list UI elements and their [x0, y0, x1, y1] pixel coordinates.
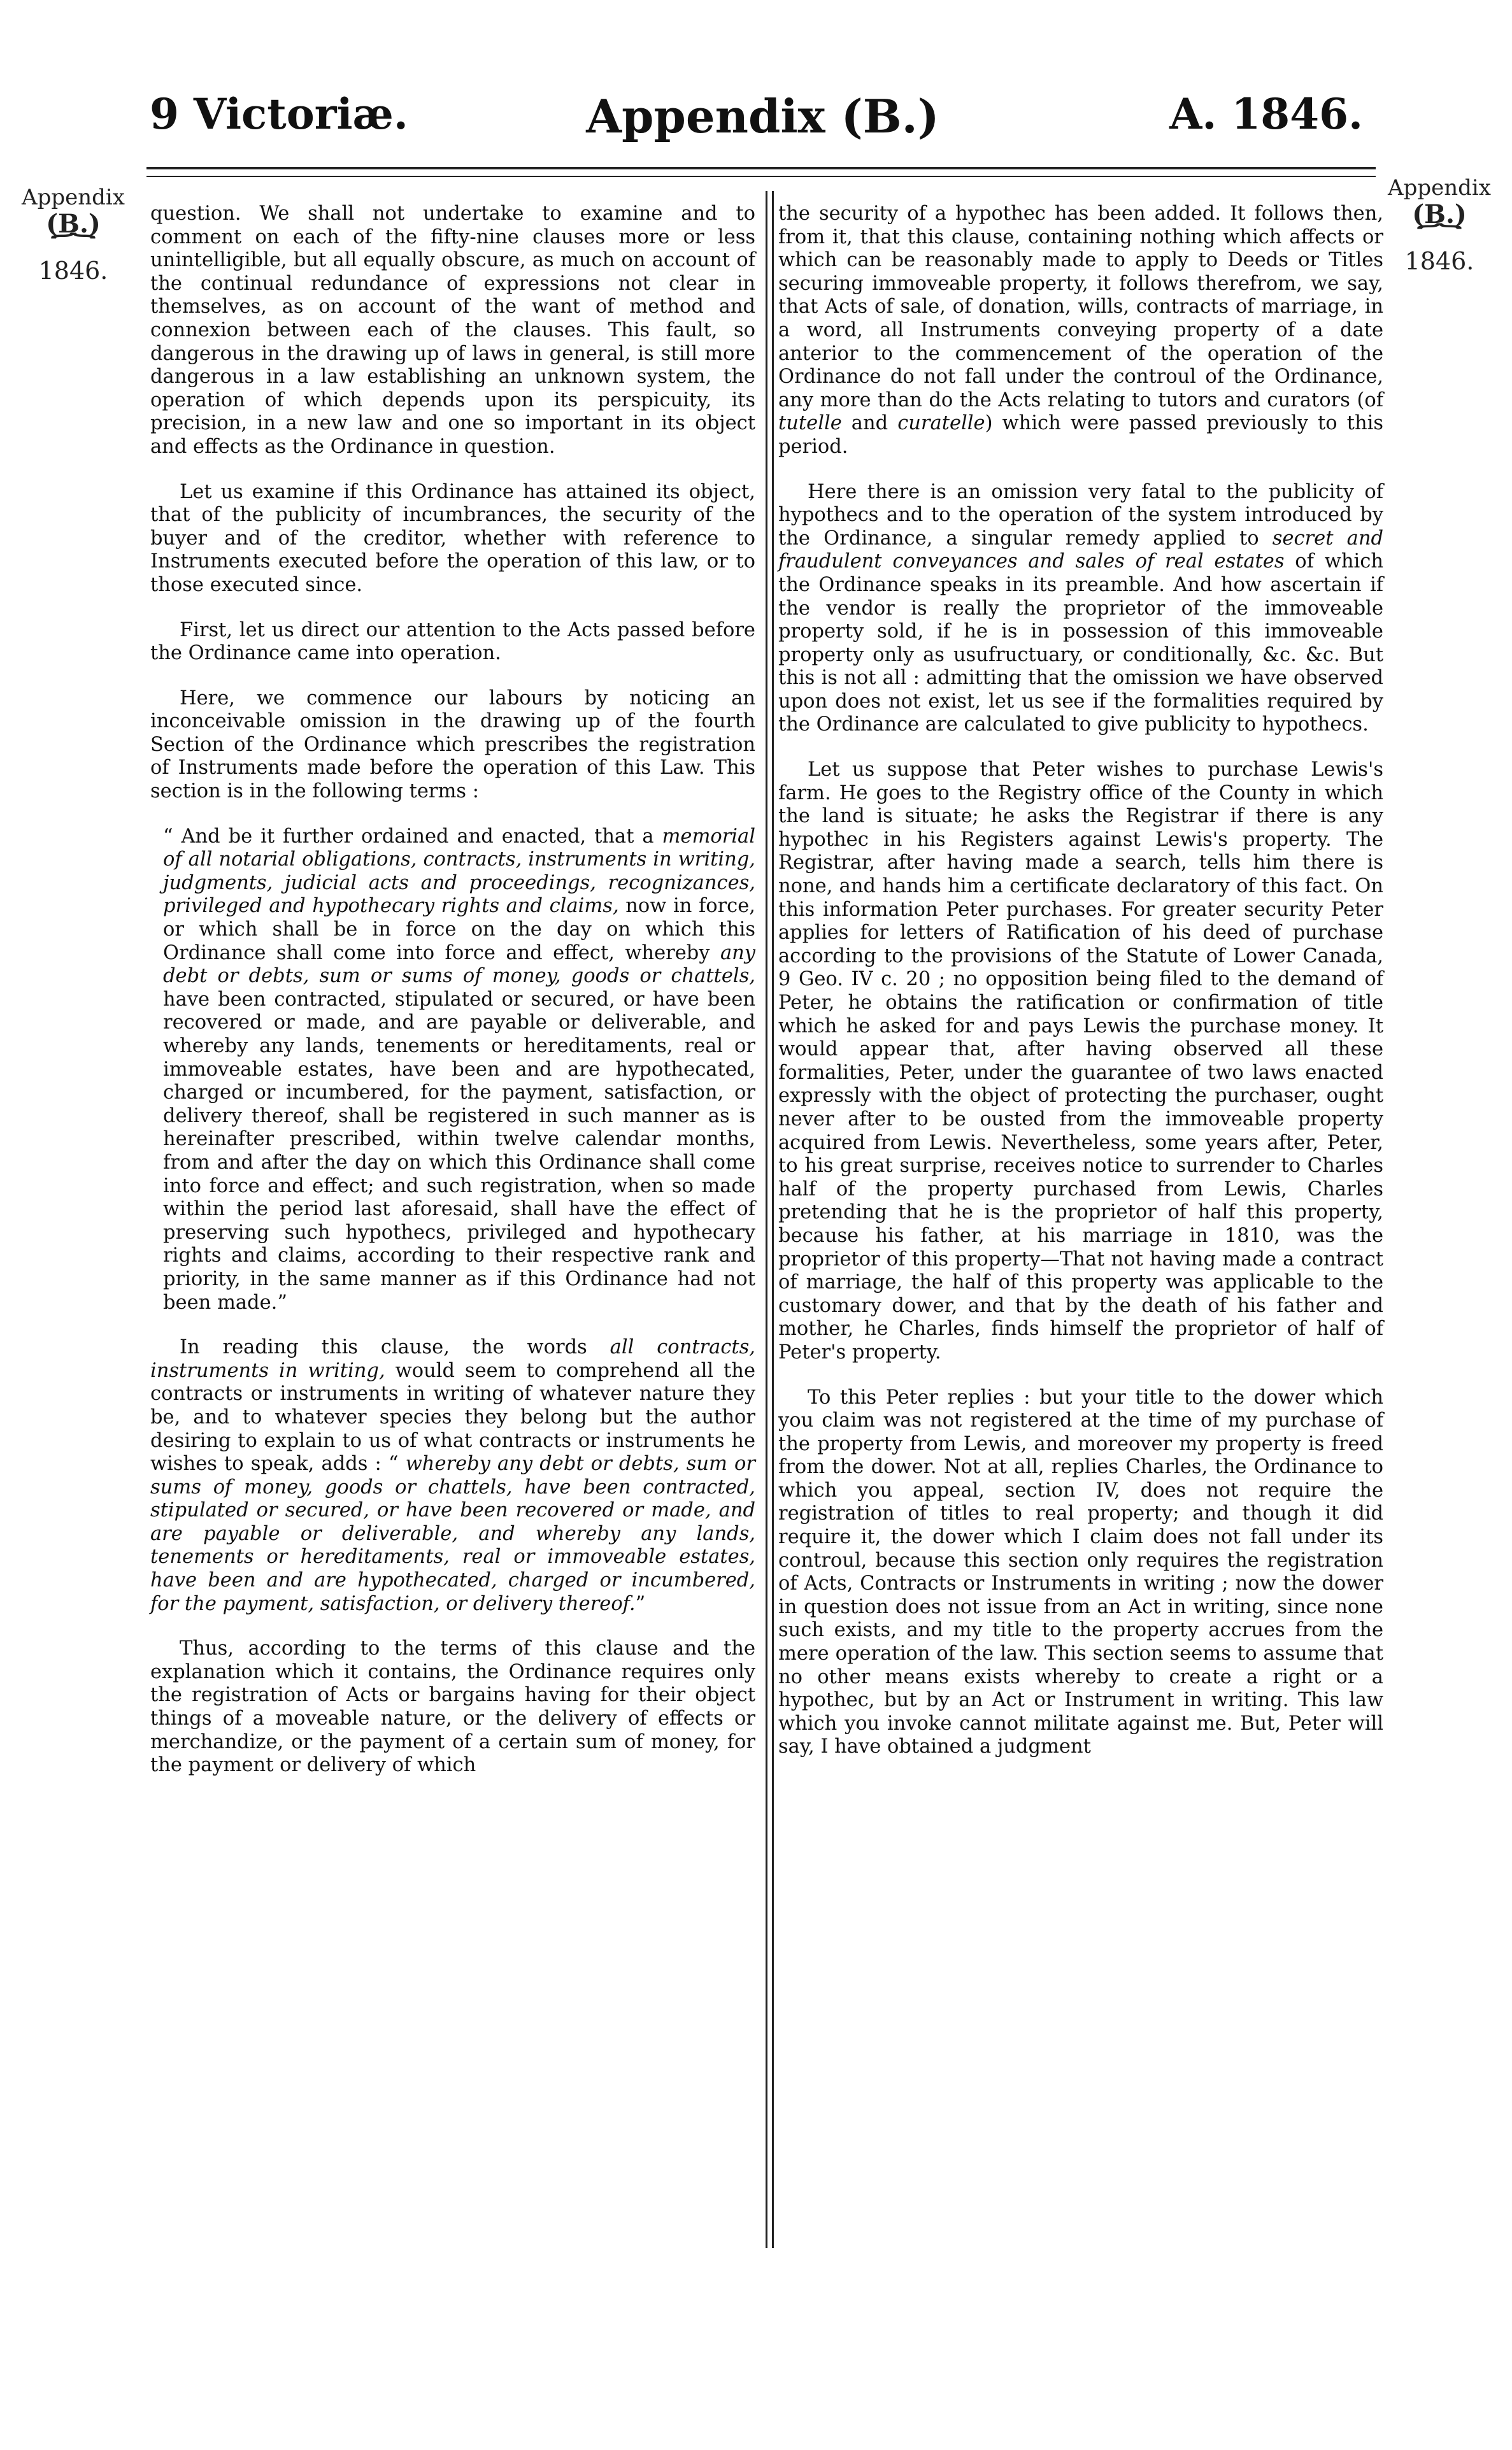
- quote-text: now in force, or which shall be in force on the day on which this Ordinance shall come into force and effect, whereby: [163, 895, 755, 964]
- text-run: would seem to comprehend all the contracts or instruments in writing of whatever nature they be, and to whatever species they belong but the author desiring to explain to us of what contracts or instruments he wishes to speak, adds : “: [150, 1359, 755, 1476]
- text-run-italic: whereby any debt or debts, sum or sums of money, goods or chattels, have been contracted, stipulated or secured, or have been recovered or made, and are payable or deliverable, and whereby any lands, tenements or hereditaments, real or immoveable estates, have been and are hypothecated, charged or incumbered, for the payment, satisfaction, or delivery thereof.: [150, 1453, 755, 1615]
- margin-note-year: 1846.: [38, 257, 108, 285]
- margin-note-brace: ⏞: [1416, 224, 1462, 253]
- text-run: ) which were passed previously to this period.: [778, 412, 1383, 458]
- header-appendix-title: Appendix (B.): [586, 89, 939, 143]
- header-year: A. 1846.: [1169, 89, 1363, 139]
- left-column: [150, 203, 755, 1777]
- header-rule-thin: [146, 176, 1376, 177]
- right-column: [778, 203, 1383, 1759]
- paragraph: question. We shall not undertake to examine and to comment on each of the fifty-nine clauses more or less unintelligible, but all equally obscure, as much on account of the continual redundance of expressions not clear in themselves, as on account of the want of method and connexion between each of the clauses. This fault, so dangerous in the drawing up of laws in general, is still more dangerous in a law establishing an unknown system, the operation of which depends upon its perspicuity, its precision, in a new law and one so important in its object and effects as the Ordinance in question.: [150, 203, 755, 458]
- text-run-italic: secret and fraudulent conveyances and sales of real estates: [778, 527, 1384, 573]
- quote-text: have been contracted, stipulated or secured, or have been recovered or made, and are payable or deliverable, and whereby any lands, tenements or hereditaments, real or immoveable estates, have been and are hypothecated, charged or incumbered, for the payment, satisfaction, or delivery thereof, shall be registered in such manner as is hereinafter prescribed, within twelve calendar months, from and after the day on which this Ordinance shall come into force and effect; and such registration, when so made within the period last aforesaid, shall have the effect of preserving such hypothecs, privileged and hypothecary rights and claims, according to their respective rank and priority, in the same manner as if this Ordinance had not been made.”: [163, 988, 755, 1314]
- quote-italic: any debt or debts, sum or sums of money, goods or chattels,: [163, 941, 755, 988]
- margin-note-right: [1376, 175, 1503, 274]
- paragraph: Let us suppose that Peter wishes to purchase Lewis's farm. He goes to the Registry office of the County in which the land is situate; he asks the Registrar if there is any hypothec in his Registers against Lewis's property. The Registrar, after having made a search, tells him there is none, and hands him a certificate declaratory of this fact. On this information Peter purchases. For greater security Peter applies for letters of Ratification of his deed of purchase according to the provisions of the Statute of Lower Canada, 9 Geo. IV c. 20 ; no opposition being filed to the demand of Peter, he obtains the ratification or confirmation of title which he asked for and pays Lewis the purchase money. It would appear that, after having observed all these formalities, Peter, under the guarantee of two laws enacted expressly with the object of protecting the purchaser, ought never after to be ousted from the immoveable property acquired from Lewis. Nevertheless, some years after, Peter, to his great surprise, receives notice to surrender to Charles half of the property purchased from Lewis, Charles pretending that he is the proprietor of half this property, because his father, at his marriage in 1810, was the proprietor of this property—That not having made a contract of marriage, the half of this property was applicable to the customary dower, and that by the death of his father and mother, he Charles, finds himself the proprietor of half of Peter's property.: [778, 759, 1383, 1364]
- page-header: [150, 89, 1376, 146]
- paragraph: [778, 481, 1383, 737]
- quoted-section-iv: [150, 825, 755, 1314]
- column-divider: [772, 191, 774, 2248]
- margin-note-left: [10, 185, 137, 284]
- quote-italic: memorial of all notarial obligations, contracts, instruments in writing, judgments, judicial acts and proceedings, recognizances, privileged and hypothecary rights and claims,: [163, 825, 755, 918]
- quote-text: “ And be it further ordained and enacted, that a: [163, 825, 662, 848]
- text-run: the security of a hypothec has been added. It follows then, from it, that this clause, containing nothing which affects or which can be reasonably made to apply to Deeds or Titles securing immoveable property, it follows therefrom, we say, that Acts of sale, of donation, wills, contracts of marriage, in a word, all Instruments conveying property of a date anterior to the commencement of the operation of the Ordinance do not fall under the controul of the Ordinance, any more than do the Acts relating to tutors and curators (of: [778, 203, 1383, 411]
- margin-note-label: (B.): [46, 209, 101, 239]
- margin-note-brace: ⏞: [50, 233, 96, 262]
- paragraph: [150, 1336, 755, 1616]
- margin-note-title: Appendix: [22, 185, 125, 210]
- text-run: and: [841, 412, 898, 435]
- paragraph: To this Peter replies : but your title to the dower which you claim was not registered at the time of my purchase of the property from Lewis, and moreover my property is freed from the dower. Not at all, replies Charles, the Ordinance to which you appeal, section IV, does not require the registration of titles to real property; and though it did require it, the dower which I claim does not fall under its controul, because this section only requires the registration of Acts, Contracts or Instruments in writing ; now the dower in question does not issue from an Act in writing, since none such exists, and my title to the property accrues from the mere operation of the law. This section seems to assume that no other means exists whereby to create a right or a hypothec, but by an Act or Instrument in writing. This law which you invoke cannot militate against me. But, Peter will say, I have obtained a judgment: [778, 1386, 1383, 1758]
- text-run: In reading this clause, the words: [180, 1336, 610, 1359]
- margin-note-label: (B.): [1412, 199, 1467, 229]
- header-rule-thick: [146, 167, 1376, 169]
- column-divider: [766, 191, 767, 2248]
- text-run: Here there is an omission very fatal to the publicity of hypothecs and to the operation of the system introduced by the Ordinance, a singular remedy applied to: [778, 480, 1383, 550]
- paragraph: [778, 203, 1383, 459]
- paragraph: First, let us direct our attention to the Acts passed before the Ordinance came into operation.: [150, 618, 755, 665]
- text-run: of which the Ordinance speaks in its preamble. And how ascertain if the vendor is really the proprietor of the immoveable property sold, if he is in possession of this immoveable property only as usufructuary, or conditionally, &c. &c. But this is not all : admitting that the omission we have observed upon does not exist, let us see if the formalities required by the Ordinance are calculated to give publicity to hypothecs.: [778, 550, 1383, 736]
- margin-note-year: 1846.: [1404, 247, 1474, 275]
- paragraph: Here, we commence our labours by noticing an inconceivable omission in the drawing up of the fourth Section of the Ordinance which prescribes the registration of Instruments made before the operation of this Law. This section is in the following terms :: [150, 687, 755, 803]
- text-run: ”: [635, 1592, 646, 1615]
- margin-note-title: Appendix: [1388, 175, 1491, 201]
- header-session: 9 Victoriæ.: [150, 89, 408, 139]
- text-run-italic: all contracts, instruments in writing,: [150, 1336, 756, 1382]
- text-run-italic: tutelle: [778, 412, 842, 435]
- paragraph: Thus, according to the terms of this clause and the explanation which it contains, the Ordinance requires only the registration of Acts or bargains having for their object things of a moveable nature, or the delivery of effects or merchandize, or the payment of a certain sum of money, for the payment or delivery of which: [150, 1637, 755, 1777]
- paragraph: Let us examine if this Ordinance has attained its object, that of the publicity of incumbrances, the security of the buyer and of the creditor, whether with reference to Instruments executed before the operation of this law, or to those executed since.: [150, 480, 755, 596]
- text-run-italic: curatelle: [897, 412, 985, 435]
